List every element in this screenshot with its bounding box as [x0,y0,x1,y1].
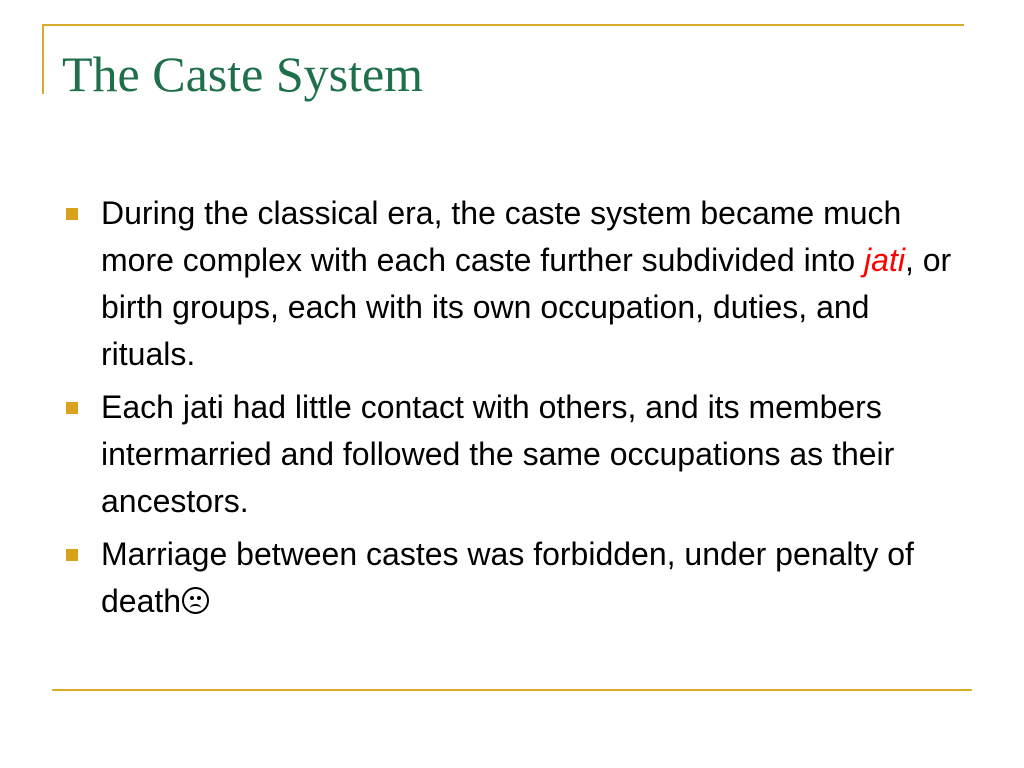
frown-icon [182,587,209,614]
bottom-rule [52,689,972,691]
square-bullet-icon [66,208,78,220]
emphasized-term: jati [864,242,905,278]
bullet-item-marriage [60,531,960,625]
bullet-item-classical-era [60,190,960,378]
top-rule [42,24,964,26]
square-bullet-icon [66,549,78,561]
left-rule [42,24,44,94]
bullet-list [60,190,960,631]
bullet-text: Marriage between castes was forbidden, under penalty of death [101,536,914,619]
bullet-text-part: , or birth groups, each with its own occupation, duties, and rituals. [101,242,952,372]
square-bullet-icon [66,402,78,414]
bullet-item-jati-contact [60,384,960,525]
bullet-text-part: During the classical era, the caste system became much more complex with each caste further subdivided into [101,195,902,278]
bullet-text: Each jati had little contact with others, and its members intermarried and followed the same occupations as their ancestors. [101,389,895,519]
slide-title: The Caste System [62,46,424,102]
